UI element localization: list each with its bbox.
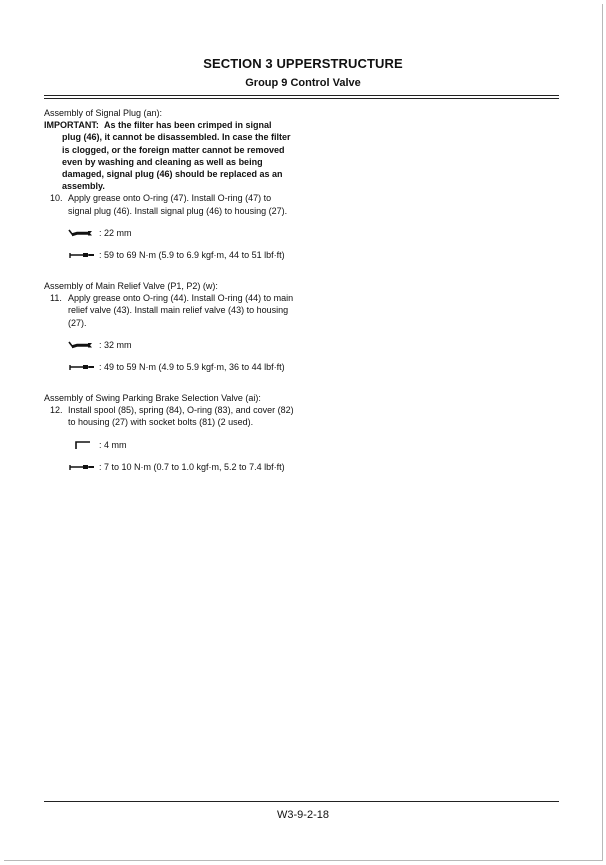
group-title: Group 9 Control Valve <box>245 77 361 89</box>
torque-value: : 7 to 10 N·m (0.7 to 1.0 kgf·m, 5.2 to 7.4 lbf·ft) <box>99 461 285 472</box>
wrench-icon <box>68 228 96 238</box>
important-note <box>44 119 294 192</box>
torque-spec <box>68 461 294 473</box>
tool-spec <box>68 339 294 351</box>
swing-brake-heading: Assembly of Swing Parking Brake Selection Valve (ai): <box>44 393 261 404</box>
content-column <box>44 107 294 473</box>
torque-value: : 59 to 69 N·m (5.9 to 6.9 kgf·m, 44 to 51 lbf·ft) <box>99 249 285 260</box>
step-number: 10. <box>50 193 63 204</box>
step-12 <box>44 404 294 428</box>
torque-wrench-icon <box>68 362 96 372</box>
header-rule-top <box>44 95 559 96</box>
header-rule-bottom <box>44 98 559 99</box>
section-title: SECTION 3 UPPERSTRUCTURE <box>203 56 403 71</box>
tool-spec <box>68 439 294 451</box>
page-border-right <box>602 4 603 861</box>
tool-size: : 4 mm <box>99 439 127 450</box>
torque-spec <box>68 361 294 373</box>
important-first-line: As the filter has been crimped in signal <box>104 120 272 131</box>
torque-wrench-icon <box>68 462 96 472</box>
step-10 <box>44 192 294 216</box>
hex-key-icon <box>68 440 96 450</box>
page-number: W3-9-2-18 <box>277 809 329 821</box>
step-11 <box>44 292 294 329</box>
tool-size: : 22 mm <box>99 227 132 238</box>
step-number: 11. <box>50 293 62 304</box>
tool-size: : 32 mm <box>99 339 132 350</box>
torque-value: : 49 to 59 N·m (4.9 to 5.9 kgf·m, 36 to 44 lbf·ft) <box>99 361 285 372</box>
wrench-icon <box>68 340 96 350</box>
main-relief-heading: Assembly of Main Relief Valve (P1, P2) (w): <box>44 281 218 292</box>
torque-wrench-icon <box>68 250 96 260</box>
important-text: plug (46), it cannot be disassembled. In case the filter is clogged, or the foreign matter cannot be removed even by washing and cleaning as well as being damaged, signal plug (46) should be replaced as an assembly. <box>62 132 291 192</box>
torque-spec <box>68 249 294 261</box>
tool-spec <box>68 227 294 239</box>
step-text: Apply grease onto O-ring (44). Install O-ring (44) to main relief valve (43). Install main relief valve (43) to housing (27). <box>68 293 294 328</box>
page-border-bottom <box>4 860 603 861</box>
step-text: Apply grease onto O-ring (47). Install O-ring (47) to signal plug (46). Install signal plug (46) to housing (27). <box>68 193 288 216</box>
signal-plug-heading: Assembly of Signal Plug (an): <box>44 108 163 118</box>
step-text: Install spool (85), spring (84), O-ring (83), and cover (82) to housing (27) with socket bolts (81) (2 used). <box>68 405 294 428</box>
footer-rule <box>44 801 559 802</box>
important-label: IMPORTANT: <box>44 120 99 131</box>
step-number: 12. <box>50 405 63 416</box>
